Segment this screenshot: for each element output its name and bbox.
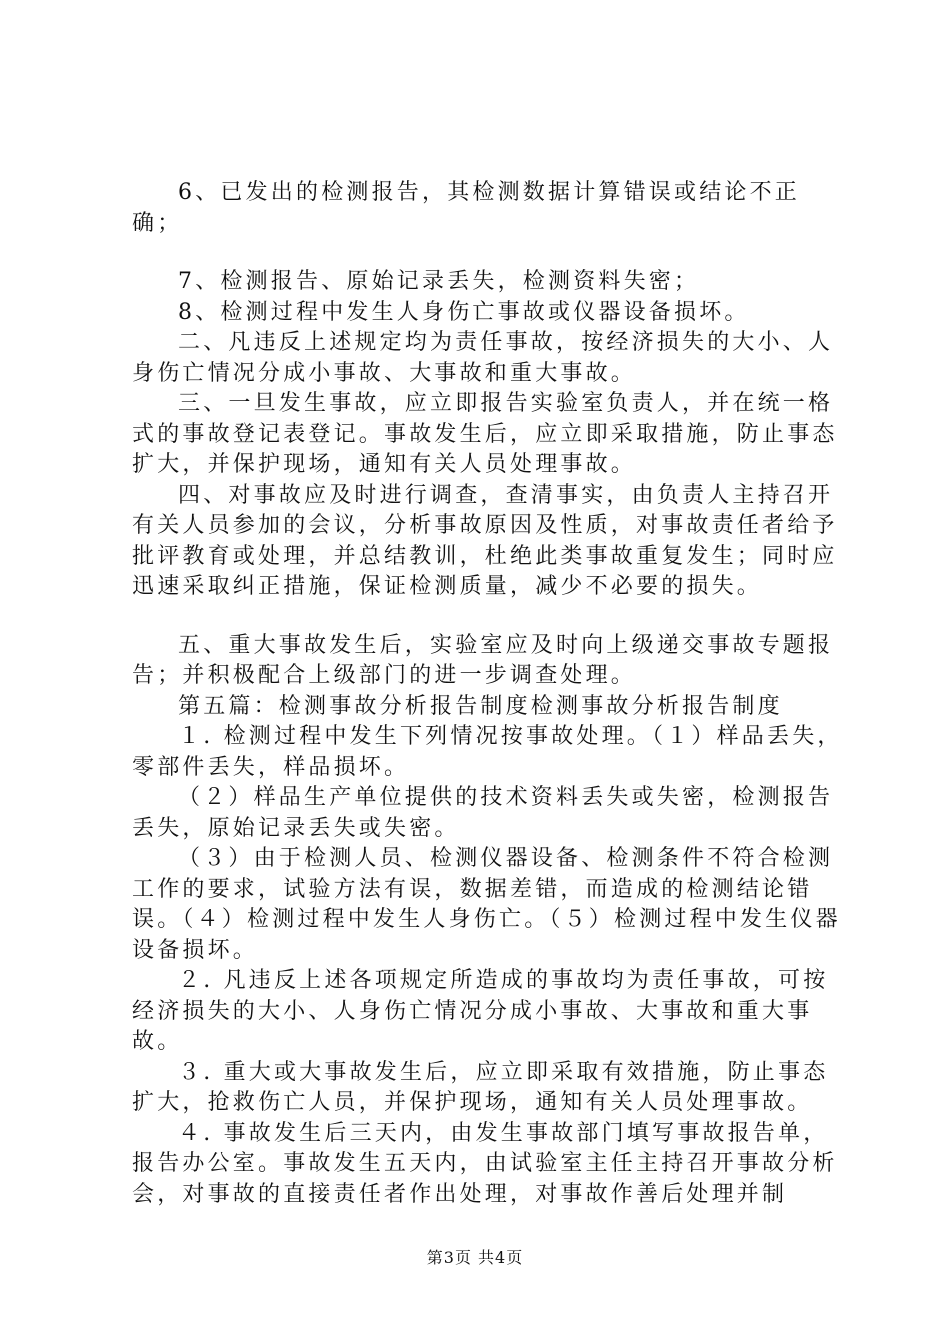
document-body: [132, 178, 847, 1210]
paragraph-rule-3: ３. 重大或大事故发生后，应立即采取有效措施，防止事态扩大，抢救伤亡人员，并保护现场，通知有关人员处理事故。: [132, 1059, 829, 1115]
paragraph-section-2: 二、凡违反上述规定均为责任事故，按经济损失的大小、人身伤亡情况分成小事故、大事故和重大事故。: [132, 330, 834, 386]
page-number-footer: 第3页 共4页: [426, 1248, 524, 1267]
paragraph-rule-1-2: （２）样品生产单位提供的技术资料丢失或失密，检测报告丢失，原始记录丢失或失密。: [132, 785, 834, 841]
paragraph-item-8: 8、检测过程中发生人身伤亡事故或仪器设备损坏。: [178, 299, 750, 325]
paragraph-section-3: 三、一旦发生事故，应立即报告实验室负责人，并在统一格式的事故登记表登记。事故发生后，应立即采取措施，防止事态扩大，并保护现场，通知有关人员处理事故。: [132, 391, 838, 477]
section-heading: 第五篇：检测事故分析报告制度检测事故分析报告制度: [178, 693, 783, 719]
paragraph-section-4: 四、对事故应及时进行调查，查清事实，由负责人主持召开有关人员参加的会议，分析事故原因及性质，对事故责任者给予批评教育或处理，并总结教训，杜绝此类事故重复发生；同时应迅速采取纠正措施，保证检测质量，减少不必要的损失。: [132, 482, 838, 599]
paragraph-item-7: 7、检测报告、原始记录丢失，检测资料失密；: [178, 269, 700, 294]
paragraph-rule-4: ４. 事故发生后三天内，由发生事故部门填写事故报告单，报告办公室。事故发生五天内，由试验室主任主持召开事故分析会，对事故的直接责任者作出处理，对事故作善后处理并制: [132, 1120, 838, 1207]
paragraph-rule-2: ２. 凡违反上述各项规定所造成的事故均为责任事故，可按经济损失的大小、人身伤亡情况分成小事故、大事故和重大事故。: [132, 968, 829, 1054]
paragraph-rule-1: １. 检测过程中发生下列情况按事故处理。（１）样品丢失，零部件丢失，样品损坏。: [132, 724, 843, 780]
paragraph-rule-1-3: （３）由于检测人员、检测仪器设备、检测条件不符合检测工作的要求，试验方法有误，数据差错，而造成的检测结论错误。（４）检测过程中发生人身伤亡。（５）检测过程中发生仪器设备损坏。: [132, 846, 841, 963]
paragraph-section-5: 五、重大事故发生后，实验室应及时向上级递交事故专题报告；并积极配合上级部门的进一步调查处理。: [132, 632, 834, 688]
paragraph-item-6: 6、已发出的检测报告，其检测数据计算错误或结论不正确；: [132, 180, 800, 236]
